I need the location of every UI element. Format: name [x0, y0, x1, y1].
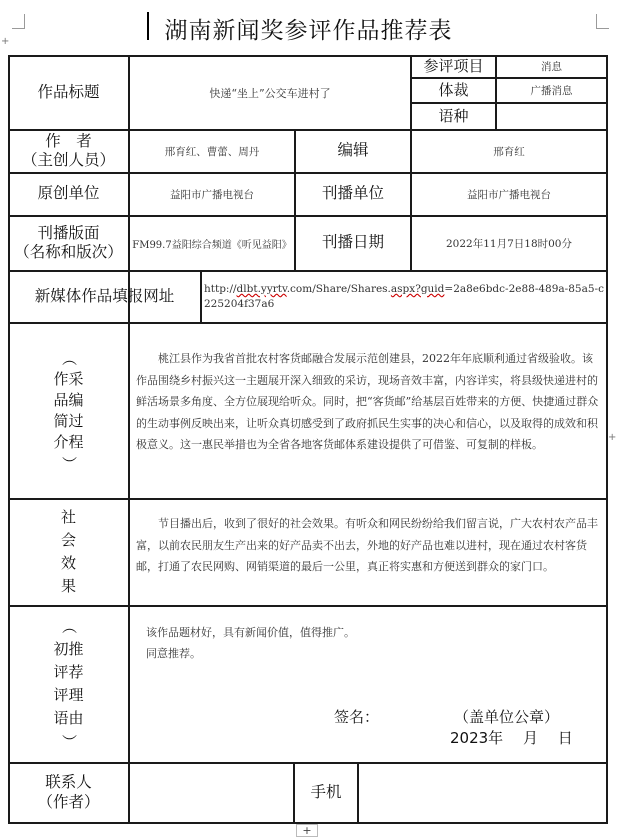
page-title: 湖南新闻奖参评作品推荐表 — [164, 18, 453, 44]
genre-label: 体裁 — [438, 80, 469, 99]
publish-date-label: 刊播日期 — [321, 233, 384, 252]
intro-label-char: 品编 — [53, 390, 84, 409]
editor-label: 编辑 — [337, 141, 369, 160]
add-row-button[interactable] — [296, 824, 318, 837]
author-label-main: 作 者 — [45, 131, 92, 150]
editor-value[interactable]: 邢育红 — [493, 145, 525, 158]
author-label — [9, 130, 128, 172]
date-line: 2023年 月 日 — [450, 729, 573, 747]
review-label-char: （ — [59, 618, 78, 635]
effect-label-char: 效 — [60, 554, 76, 572]
original-unit-value[interactable]: 益阳市广播电视台 — [170, 188, 254, 201]
work-title-value[interactable]: 快递“坐上”公交车进村了 — [209, 86, 331, 100]
language-value[interactable] — [497, 103, 606, 129]
effect-label-char: 果 — [60, 577, 76, 595]
phone-value[interactable] — [359, 763, 606, 822]
author-label-sub: （主创人员） — [21, 151, 115, 169]
contact-label-sub: （作者） — [37, 792, 100, 811]
authors-value[interactable]: 邢育红、曹蕾、周丹 — [164, 145, 260, 158]
review-line: 该作品题材好，具有新闻价值，值得推广。 — [146, 626, 355, 639]
work-title-label: 作品标题 — [37, 82, 100, 101]
publish-date-value[interactable]: 2022年11月7日18时00分 — [446, 237, 572, 250]
effect-label-char: 会 — [60, 531, 76, 549]
url-guid: =2a8e6bdc-2e88-489a-85a5-c225204f37a6 — [204, 283, 604, 310]
category-label: 参评项目 — [423, 57, 484, 76]
review-label-char: 评荐 — [53, 663, 84, 681]
category-value[interactable]: 消息 — [541, 61, 562, 73]
intro-text[interactable]: 桃江县作为我省首批农村客货邮融合发展示范创建县，2022年年底顺利通过省级验收。该作品围绕乡村振兴这一主题展开深入细致的采访，现场音效丰富，内容详实，将县级快递进村的鲜活场景多角度、全方位展现给听众。同时，把“客货邮”给基层百姓带来的方便、快捷通过群众的生动事例反映出来，让听众真切感受到了政府抓民生实事的决心和信心，以及取得的成效和积极意义。这一惠民举措也为全省各地客货邮体系建设提供了可借鉴、可复制的样板。 — [136, 352, 599, 451]
effect-text[interactable]: 节目播出后，收到了很好的社会效果。有听众和网民纷纷给我们留言说，广大农村农产品丰富，以前农民朋友生产出来的好产品卖不出去，外地的好产品也难以进村，现在通过农村客货邮，打通了农民网购、网销渠道的最后一公里，真正将实惠和方便送到群众的家门口。 — [136, 517, 598, 573]
text-cursor — [147, 12, 149, 40]
contact-label-main: 联系人 — [45, 773, 92, 792]
contact-value[interactable] — [130, 763, 293, 822]
language-label: 语种 — [438, 106, 469, 125]
review-line: 同意推荐。 — [146, 647, 201, 660]
original-unit-label: 原创单位 — [37, 184, 100, 203]
plus-icon: + — [302, 824, 312, 837]
intro-label-char: 作采 — [53, 369, 84, 388]
intro-label — [9, 323, 128, 498]
url-host: dlbt.yyrtv — [236, 283, 287, 295]
effect-label-char: 社 — [60, 508, 76, 526]
intro-label-char: ） — [59, 455, 78, 471]
review-label-char: 评理 — [53, 686, 84, 704]
new-media-url-label: 新媒体作品填报网址 — [34, 286, 175, 305]
intro-label-char: 简过 — [53, 411, 84, 430]
publish-unit-label: 刊播单位 — [321, 184, 384, 203]
margin-mark-top-left — [12, 14, 25, 29]
margin-mark-top-right — [596, 14, 609, 29]
review-label-char: 初推 — [53, 640, 84, 658]
signature-label: 签名： — [334, 708, 380, 726]
seal-label: （盖单位公章） — [454, 708, 560, 726]
publish-unit-value[interactable]: 益阳市广播电视台 — [467, 188, 551, 201]
intro-label-char: （ — [59, 350, 78, 366]
url-prefix: http:// — [204, 283, 237, 295]
edition-value[interactable]: FM99.7益阳综合频道《听见益阳》 — [132, 239, 292, 251]
url-path: .com/Share/Shares. — [286, 283, 391, 295]
url-query: aspx?guid — [390, 283, 445, 295]
review-text[interactable] — [146, 622, 586, 664]
edition-label-main: 刊播版面 — [37, 223, 100, 242]
review-label-char: 语由 — [53, 709, 84, 727]
contact-label — [9, 763, 128, 822]
phone-label: 手机 — [310, 782, 342, 801]
effect-label — [9, 499, 128, 605]
genre-value[interactable]: 广播消息 — [530, 84, 573, 97]
edition-label — [9, 216, 128, 270]
new-media-url-link[interactable] — [204, 282, 604, 320]
edition-label-sub: （名称和版次） — [14, 243, 123, 261]
expand-right-icon[interactable]: + — [608, 432, 617, 443]
expand-left-icon[interactable]: + — [1, 36, 10, 47]
review-label — [9, 606, 128, 762]
review-label-char: ） — [59, 733, 78, 750]
intro-label-char: 介程 — [53, 432, 84, 451]
